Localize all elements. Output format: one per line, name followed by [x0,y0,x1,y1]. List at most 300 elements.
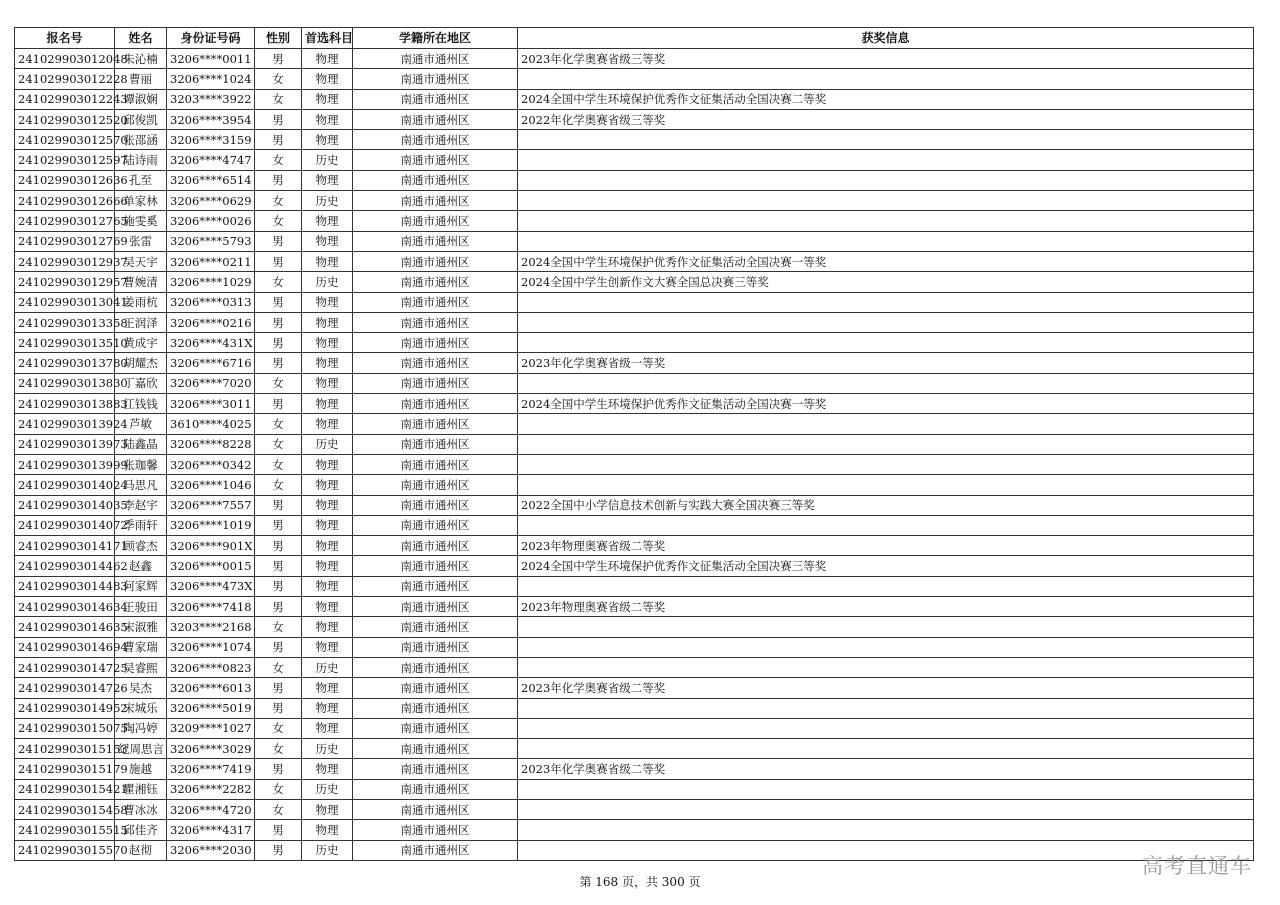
cell-award-info: 2023年化学奥赛省级三等奖 [518,49,1254,69]
cell-id-number: 3206****3029 [167,739,255,759]
cell-gender: 女 [255,617,302,637]
cell-registration-no: 241029903012666 [15,191,115,211]
cell-registration-no: 241029903014171 [15,536,115,556]
cell-award-info [518,576,1254,596]
cell-gender: 女 [255,272,302,292]
cell-registration-no: 241029903012769 [15,231,115,251]
cell-registration-no: 241029903014024 [15,475,115,495]
cell-gender: 男 [255,109,302,129]
table-row [15,211,1254,231]
table-row [15,495,1254,515]
cell-award-info: 2023年化学奥赛省级一等奖 [518,353,1254,373]
cell-name: 马思凡 [115,475,167,495]
header-id-number: 身份证号码 [167,28,255,49]
cell-primary-subject: 物理 [302,109,353,129]
cell-name: 黄成宇 [115,333,167,353]
cell-registration-no: 241029903014035 [15,495,115,515]
cell-gender: 男 [255,251,302,271]
cell-region: 南通市通州区 [353,251,518,271]
cell-registration-no: 241029903014483 [15,576,115,596]
cell-gender: 男 [255,130,302,150]
cell-region: 南通市通州区 [353,89,518,109]
cell-id-number: 3206****2030 [167,840,255,860]
cell-registration-no: 241029903015570 [15,840,115,860]
cell-name: 王骏田 [115,597,167,617]
cell-region: 南通市通州区 [353,170,518,190]
cell-name: 曹家瑞 [115,637,167,657]
cell-gender: 女 [255,373,302,393]
cell-region: 南通市通州区 [353,292,518,312]
cell-name: 邱佳齐 [115,820,167,840]
cell-primary-subject: 物理 [302,799,353,819]
cell-gender: 女 [255,89,302,109]
cell-region: 南通市通州区 [353,779,518,799]
cell-gender: 男 [255,495,302,515]
cell-primary-subject: 物理 [302,536,353,556]
table-row [15,779,1254,799]
cell-primary-subject: 物理 [302,597,353,617]
cell-primary-subject: 物理 [302,678,353,698]
cell-registration-no: 241029903014462 [15,556,115,576]
cell-region: 南通市通州区 [353,312,518,332]
table-row [15,657,1254,677]
cell-name: 陆鑫晶 [115,434,167,454]
cell-name: 胡耀杰 [115,353,167,373]
cell-name: 吴睿熙 [115,657,167,677]
cell-primary-subject: 物理 [302,414,353,434]
table-row [15,414,1254,434]
cell-registration-no: 241029903012636 [15,170,115,190]
table-row [15,49,1254,69]
cell-name: 曹婉清 [115,272,167,292]
table-row [15,394,1254,414]
cell-id-number: 3206****1024 [167,69,255,89]
cell-id-number: 3209****1027 [167,718,255,738]
cell-registration-no: 241029903015421 [15,779,115,799]
cell-primary-subject: 历史 [302,840,353,860]
cell-region: 南通市通州区 [353,353,518,373]
table-row [15,251,1254,271]
cell-registration-no: 241029903015153 [15,739,115,759]
cell-gender: 女 [255,718,302,738]
cell-name: 陶冯婷 [115,718,167,738]
cell-gender: 女 [255,414,302,434]
cell-region: 南通市通州区 [353,739,518,759]
cell-id-number: 3206****0216 [167,312,255,332]
table-row [15,69,1254,89]
table-row [15,109,1254,129]
cell-award-info [518,150,1254,170]
cell-name: 江钱钱 [115,394,167,414]
cell-award-info: 2024全国中学生环境保护优秀作文征集活动全国决赛一等奖 [518,394,1254,414]
cell-id-number: 3206****6514 [167,170,255,190]
cell-registration-no: 241029903014725 [15,657,115,677]
cell-id-number: 3206****3954 [167,109,255,129]
cell-primary-subject: 物理 [302,353,353,373]
page-number: 第 168 页，共 300 页 [579,875,701,889]
cell-gender: 男 [255,394,302,414]
cell-region: 南通市通州区 [353,49,518,69]
cell-gender: 男 [255,759,302,779]
cell-name: 吴天宇 [115,251,167,271]
cell-region: 南通市通州区 [353,698,518,718]
header-registration-no: 报名号 [15,28,115,49]
cell-gender: 男 [255,333,302,353]
cell-gender: 女 [255,69,302,89]
table-row [15,617,1254,637]
cell-gender: 女 [255,191,302,211]
cell-primary-subject: 物理 [302,556,353,576]
cell-award-info: 2023年化学奥赛省级二等奖 [518,759,1254,779]
cell-name: 王润泽 [115,312,167,332]
cell-award-info [518,333,1254,353]
cell-name: 赵彻 [115,840,167,860]
table-row [15,475,1254,495]
cell-registration-no: 241029903015515 [15,820,115,840]
table-row [15,678,1254,698]
cell-primary-subject: 历史 [302,150,353,170]
cell-id-number: 3206****7419 [167,759,255,779]
cell-region: 南通市通州区 [353,373,518,393]
cell-registration-no: 241029903014726 [15,678,115,698]
table-row [15,170,1254,190]
cell-award-info [518,799,1254,819]
table-row [15,637,1254,657]
cell-name: 单家林 [115,191,167,211]
cell-id-number: 3206****5019 [167,698,255,718]
cell-gender: 男 [255,515,302,535]
cell-registration-no: 241029903012570 [15,130,115,150]
cell-region: 南通市通州区 [353,799,518,819]
cell-id-number: 3206****1029 [167,272,255,292]
cell-name: 朱沁楠 [115,49,167,69]
cell-region: 南通市通州区 [353,130,518,150]
cell-gender: 男 [255,536,302,556]
cell-award-info [518,312,1254,332]
cell-primary-subject: 物理 [302,170,353,190]
cell-gender: 男 [255,170,302,190]
table-row [15,739,1254,759]
cell-award-info [518,292,1254,312]
cell-registration-no: 241029903014952 [15,698,115,718]
cell-primary-subject: 物理 [302,211,353,231]
cell-id-number: 3610****4025 [167,414,255,434]
cell-gender: 女 [255,454,302,474]
cell-award-info [518,373,1254,393]
cell-registration-no: 241029903015458 [15,799,115,819]
cell-registration-no: 241029903013999 [15,454,115,474]
cell-id-number: 3206****0342 [167,454,255,474]
table-row [15,718,1254,738]
cell-primary-subject: 物理 [302,637,353,657]
table-row [15,576,1254,596]
cell-award-info [518,718,1254,738]
cell-award-info: 2024全国中学生创新作文大赛全国总决赛三等奖 [518,272,1254,292]
cell-registration-no: 241029903012520 [15,109,115,129]
cell-name: 谭淑娴 [115,89,167,109]
cell-region: 南通市通州区 [353,434,518,454]
cell-name: 孔至 [115,170,167,190]
cell-gender: 男 [255,49,302,69]
cell-registration-no: 241029903012243 [15,89,115,109]
watermark-text: 高考直通车 [1142,854,1252,878]
cell-registration-no: 241029903012957 [15,272,115,292]
table-row [15,130,1254,150]
cell-registration-no: 241029903013041 [15,292,115,312]
cell-id-number: 3206****1074 [167,637,255,657]
cell-registration-no: 241029903012937 [15,251,115,271]
cell-registration-no: 241029903014635 [15,617,115,637]
cell-region: 南通市通州区 [353,576,518,596]
table-row [15,292,1254,312]
cell-id-number: 3206****1019 [167,515,255,535]
cell-primary-subject: 物理 [302,251,353,271]
table-row [15,556,1254,576]
cell-primary-subject: 物理 [302,373,353,393]
cell-award-info [518,739,1254,759]
cell-registration-no: 241029903013830 [15,373,115,393]
cell-gender: 男 [255,312,302,332]
cell-name: 顾睿杰 [115,536,167,556]
cell-award-info [518,637,1254,657]
cell-id-number: 3206****6013 [167,678,255,698]
cell-region: 南通市通州区 [353,637,518,657]
cell-gender: 女 [255,739,302,759]
table-row [15,353,1254,373]
cell-award-info [518,657,1254,677]
cell-region: 南通市通州区 [353,191,518,211]
cell-region: 南通市通州区 [353,333,518,353]
cell-name: 曹冰冰 [115,799,167,819]
cell-region: 南通市通州区 [353,454,518,474]
cell-award-info [518,211,1254,231]
cell-primary-subject: 物理 [302,515,353,535]
cell-region: 南通市通州区 [353,211,518,231]
cell-gender: 男 [255,820,302,840]
cell-id-number: 3206****0015 [167,556,255,576]
cell-gender: 女 [255,475,302,495]
cell-name: 纪周思言 [115,739,167,759]
cell-award-info [518,414,1254,434]
table-row [15,312,1254,332]
cell-registration-no: 241029903013973 [15,434,115,454]
cell-region: 南通市通州区 [353,617,518,637]
table-row [15,373,1254,393]
cell-award-info [518,130,1254,150]
cell-region: 南通市通州区 [353,272,518,292]
table-row [15,840,1254,860]
table-row [15,454,1254,474]
cell-primary-subject: 物理 [302,312,353,332]
cell-registration-no: 241029903012597 [15,150,115,170]
cell-award-info [518,779,1254,799]
cell-name: 张邵涵 [115,130,167,150]
cell-gender: 女 [255,150,302,170]
cell-primary-subject: 物理 [302,576,353,596]
cell-primary-subject: 物理 [302,49,353,69]
cell-name: 宋城乐 [115,698,167,718]
cell-name: 陆诗雨 [115,150,167,170]
cell-name: 宋淑雅 [115,617,167,637]
cell-region: 南通市通州区 [353,597,518,617]
cell-award-info: 2023年物理奥赛省级二等奖 [518,597,1254,617]
cell-award-info [518,475,1254,495]
cell-registration-no: 241029903013780 [15,353,115,373]
cell-primary-subject: 物理 [302,454,353,474]
cell-name: 吴杰 [115,678,167,698]
cell-name: 张雷 [115,231,167,251]
cell-region: 南通市通州区 [353,556,518,576]
table-row [15,150,1254,170]
table-row [15,698,1254,718]
cell-id-number: 3206****0313 [167,292,255,312]
cell-award-info: 2023年化学奥赛省级二等奖 [518,678,1254,698]
cell-id-number: 3206****0011 [167,49,255,69]
cell-name: 李赵宇 [115,495,167,515]
cell-award-info [518,454,1254,474]
cell-region: 南通市通州区 [353,109,518,129]
table-row [15,272,1254,292]
cell-id-number: 3206****473X [167,576,255,596]
cell-id-number: 3206****8228 [167,434,255,454]
cell-registration-no: 241029903015075 [15,718,115,738]
cell-award-info [518,434,1254,454]
cell-name: 芦敏 [115,414,167,434]
cell-region: 南通市通州区 [353,759,518,779]
cell-primary-subject: 物理 [302,69,353,89]
cell-name: 赵鑫 [115,556,167,576]
cell-primary-subject: 物理 [302,89,353,109]
cell-gender: 男 [255,698,302,718]
cell-region: 南通市通州区 [353,536,518,556]
cell-primary-subject: 历史 [302,191,353,211]
cell-id-number: 3203****2168 [167,617,255,637]
header-region: 学籍所在地区 [353,28,518,49]
cell-gender: 女 [255,779,302,799]
cell-registration-no: 241029903014694 [15,637,115,657]
cell-region: 南通市通州区 [353,475,518,495]
cell-id-number: 3203****3922 [167,89,255,109]
cell-award-info: 2024全国中学生环境保护优秀作文征集活动全国决赛一等奖 [518,251,1254,271]
cell-region: 南通市通州区 [353,657,518,677]
cell-gender: 女 [255,799,302,819]
table-row [15,597,1254,617]
cell-gender: 女 [255,434,302,454]
cell-region: 南通市通州区 [353,840,518,860]
cell-region: 南通市通州区 [353,231,518,251]
cell-id-number: 3206****3011 [167,394,255,414]
cell-gender: 男 [255,637,302,657]
cell-registration-no: 241029903015179 [15,759,115,779]
cell-name: 丁嘉欣 [115,373,167,393]
cell-primary-subject: 历史 [302,739,353,759]
table-row [15,191,1254,211]
cell-gender: 女 [255,657,302,677]
cell-id-number: 3206****7557 [167,495,255,515]
table-row [15,89,1254,109]
award-list-table [14,27,1254,861]
cell-region: 南通市通州区 [353,69,518,89]
cell-id-number: 3206****0211 [167,251,255,271]
cell-primary-subject: 物理 [302,292,353,312]
cell-primary-subject: 物理 [302,495,353,515]
table-row [15,515,1254,535]
cell-primary-subject: 物理 [302,475,353,495]
cell-id-number: 3206****3159 [167,130,255,150]
cell-registration-no: 241029903012228 [15,69,115,89]
cell-gender: 男 [255,840,302,860]
cell-id-number: 3206****1046 [167,475,255,495]
cell-registration-no: 241029903013510 [15,333,115,353]
cell-registration-no: 241029903013883 [15,394,115,414]
header-primary-subject: 首选科目 [302,28,353,49]
cell-name: 邱俊凯 [115,109,167,129]
cell-registration-no: 241029903014072 [15,515,115,535]
cell-region: 南通市通州区 [353,820,518,840]
cell-gender: 男 [255,597,302,617]
cell-region: 南通市通州区 [353,718,518,738]
cell-gender: 男 [255,353,302,373]
cell-id-number: 3206****4317 [167,820,255,840]
cell-name: 姜雨杭 [115,292,167,312]
cell-region: 南通市通州区 [353,414,518,434]
cell-award-info [518,698,1254,718]
cell-primary-subject: 物理 [302,231,353,251]
cell-primary-subject: 物理 [302,130,353,150]
cell-region: 南通市通州区 [353,515,518,535]
header-gender: 性别 [255,28,302,49]
cell-award-info [518,515,1254,535]
header-name: 姓名 [115,28,167,49]
cell-name: 曹丽 [115,69,167,89]
cell-name: 张珈馨 [115,454,167,474]
cell-award-info [518,231,1254,251]
cell-region: 南通市通州区 [353,495,518,515]
table-row [15,820,1254,840]
cell-primary-subject: 历史 [302,272,353,292]
cell-id-number: 3206****431X [167,333,255,353]
cell-id-number: 3206****0629 [167,191,255,211]
cell-gender: 男 [255,576,302,596]
cell-registration-no: 241029903013358 [15,312,115,332]
cell-primary-subject: 历史 [302,434,353,454]
cell-primary-subject: 历史 [302,779,353,799]
table-row [15,799,1254,819]
cell-name: 瞿湘钰 [115,779,167,799]
cell-primary-subject: 物理 [302,820,353,840]
cell-award-info: 2023年物理奥赛省级二等奖 [518,536,1254,556]
header-award-info: 获奖信息 [518,28,1254,49]
cell-award-info [518,191,1254,211]
cell-id-number: 3206****0026 [167,211,255,231]
cell-primary-subject: 物理 [302,333,353,353]
table-row [15,434,1254,454]
cell-id-number: 3206****901X [167,536,255,556]
cell-registration-no: 241029903014634 [15,597,115,617]
cell-id-number: 3206****7020 [167,373,255,393]
cell-award-info [518,69,1254,89]
cell-name: 何家辉 [115,576,167,596]
cell-registration-no: 241029903012765 [15,211,115,231]
cell-gender: 男 [255,556,302,576]
cell-gender: 女 [255,211,302,231]
cell-registration-no: 241029903012048 [15,49,115,69]
cell-award-info: 2024全国中学生环境保护优秀作文征集活动全国决赛二等奖 [518,89,1254,109]
cell-region: 南通市通州区 [353,150,518,170]
cell-id-number: 3206****7418 [167,597,255,617]
table-row [15,759,1254,779]
cell-id-number: 3206****0823 [167,657,255,677]
